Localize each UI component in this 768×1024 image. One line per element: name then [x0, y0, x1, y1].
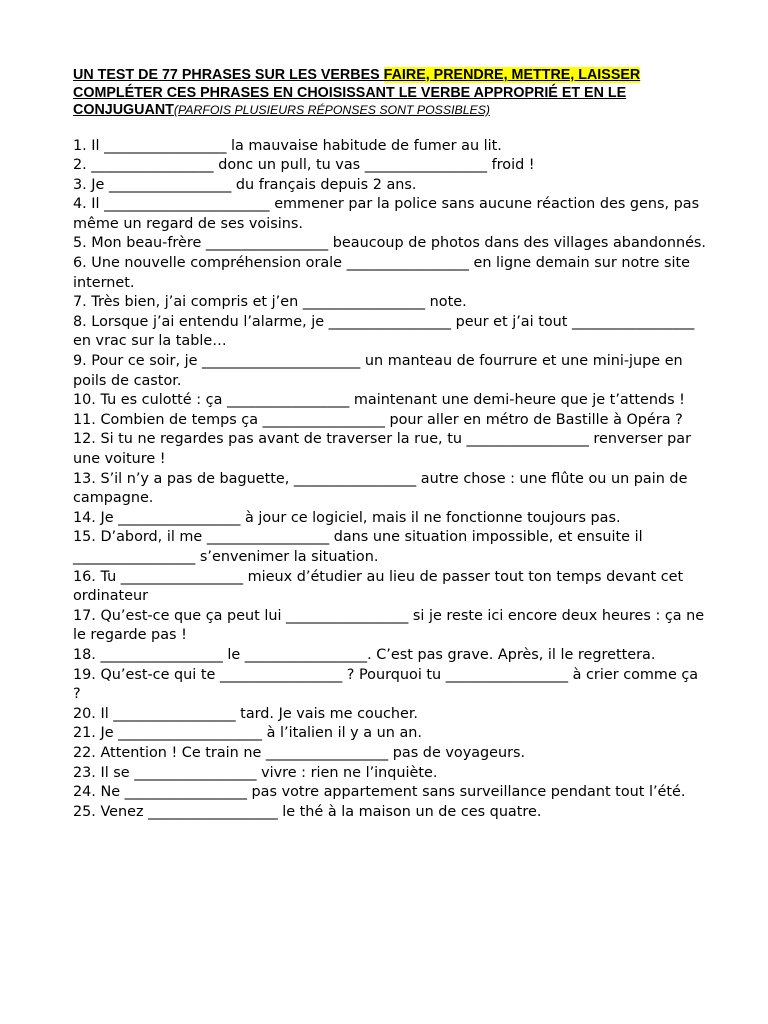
question-item: 15. D’abord, il me _________________ dans une situation impossible, et ensuite il _________________ s’envenimer la situation. [73, 529, 643, 565]
header-title: UN TEST DE 77 PHRASES SUR LES VERBES [73, 67, 384, 83]
question-item: 13. S’il n’y a pas de baguette, _________________ autre chose : une flûte ou un pain de campagne. [73, 470, 688, 507]
question-item: 8. Lorsque j’ai entendu l’alarme, je _________________ peur et j’ai tout _________________ en vrac sur la table… [73, 313, 695, 350]
question-item: 6. Une nouvelle compréhension orale _________________ en ligne demain sur notre site internet. [73, 255, 690, 291]
question-item: 5. Mon beau-frère _________________ beaucoup de photos dans des villages abandonnés. [73, 235, 706, 252]
question-item: 2. _________________ donc un pull, tu vas _________________ froid ! [73, 157, 535, 174]
header-line-3 [73, 102, 708, 120]
header-line-1 [73, 67, 708, 85]
question-item: 1. Il _________________ la mauvaise habitude de fumer au lit. [73, 137, 502, 154]
question-item: 9. Pour ce soir, je ______________________ un manteau de fourrure et une mini-jupe en poils de castor. [73, 353, 683, 389]
question-item: 12. Si tu ne regardes pas avant de traverser la rue, tu _________________ renverser par une voiture ! [73, 431, 692, 467]
question-list [73, 137, 708, 823]
document-header [73, 67, 708, 120]
question-item: 23. Il se _________________ vivre : rien ne l’inquiète. [73, 764, 438, 781]
header-line-2: COMPLÉTER CES PHRASES EN CHOISISSANT LE VERBE APPROPRIÉ ET EN LE [73, 84, 627, 101]
question-item: 22. Attention ! Ce train ne _________________ pas de voyageurs. [73, 744, 526, 761]
question-item: 25. Venez __________________ le thé à la maison un de ces quatre. [73, 803, 542, 820]
question-item: 10. Tu es culotté : ça _________________ maintenant une demi-heure que je t’attends ! [73, 392, 685, 409]
question-item: 11. Combien de temps ça _________________ pour aller en métro de Bastille à Opéra ? [73, 411, 683, 428]
question-item: 14. Je _________________ à jour ce logiciel, mais il ne fonctionne toujours pas. [73, 509, 621, 526]
header-instruction-end: CONJUGUANT [73, 102, 174, 118]
question-item: 21. Je ____________________ à l’italien il y a un an. [73, 725, 422, 742]
question-item: 20. Il _________________ tard. Je vais me coucher. [73, 705, 418, 722]
question-item: 24. Ne _________________ pas votre appartement sans surveillance pendant tout l’été. [73, 784, 686, 801]
question-item: 18. _________________ le _________________. C’est pas grave. Après, il le regrettera. [73, 646, 656, 663]
question-item: 16. Tu _________________ mieux d’étudier au lieu de passer tout ton temps devant cet ordinateur [73, 568, 684, 605]
header-highlighted-verbs: FAIRE, PRENDRE, METTRE, LAISSER [383, 67, 641, 83]
question-item: 4. Il _______________________ emmener par la police sans aucune réaction des gens, pas même un regard de ses voisins. [73, 196, 700, 232]
question-item: 7. Très bien, j’ai compris et j’en _________________ note. [73, 294, 467, 311]
header-note: (PARFOIS PLUSIEURS RÉPONSES SONT POSSIBLES) [173, 103, 491, 117]
question-item: 17. Qu’est-ce que ça peut lui _________________ si je reste ici encore deux heures : ça ne le regarde pas ! [73, 607, 705, 644]
question-item: 3. Je _________________ du français depuis 2 ans. [73, 176, 417, 193]
question-item: 19. Qu’est-ce qui te _________________ ? Pourquoi tu _________________ à crier comme ça ? [73, 666, 699, 703]
